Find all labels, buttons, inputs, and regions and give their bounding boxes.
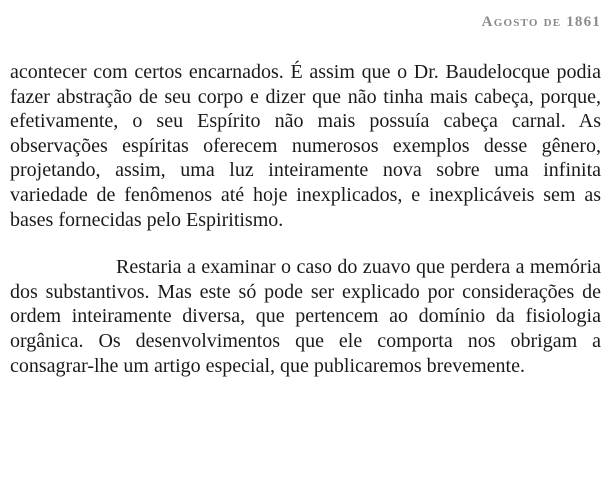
- paragraph-zuavo-case: Restaria a examinar o caso do zuavo que perdera a memória dos substantivos. Mas este só pode ser explicado por considerações de ordem inteiramente diversa, que pertencem ao domínio da fisiologia orgânica. Os desenvolvimentos que ele comporta nos obrigam a consagrar-lhe um artigo especial, que publicaremos brevemente.: [10, 256, 601, 377]
- paragraph-continued: acontecer com certos encarnados. É assim que o Dr. Baudelocque podia fazer abstração de seu corpo e dizer que não tinha mais cabeça, porque, efetivamente, o seu Espírito não mais possuía cabeça carnal. As observações espíritas oferecem numerosos exemplos desse gênero, projetando, assim, uma luz inteiramente nova sobre uma infinita variedade de fenômenos até hoje inexplicados, e inexplicáveis sem as bases fornecidas pelo Espiritismo.: [10, 61, 601, 231]
- running-header: Agosto de 1861: [481, 14, 601, 30]
- page-body: [10, 60, 601, 378]
